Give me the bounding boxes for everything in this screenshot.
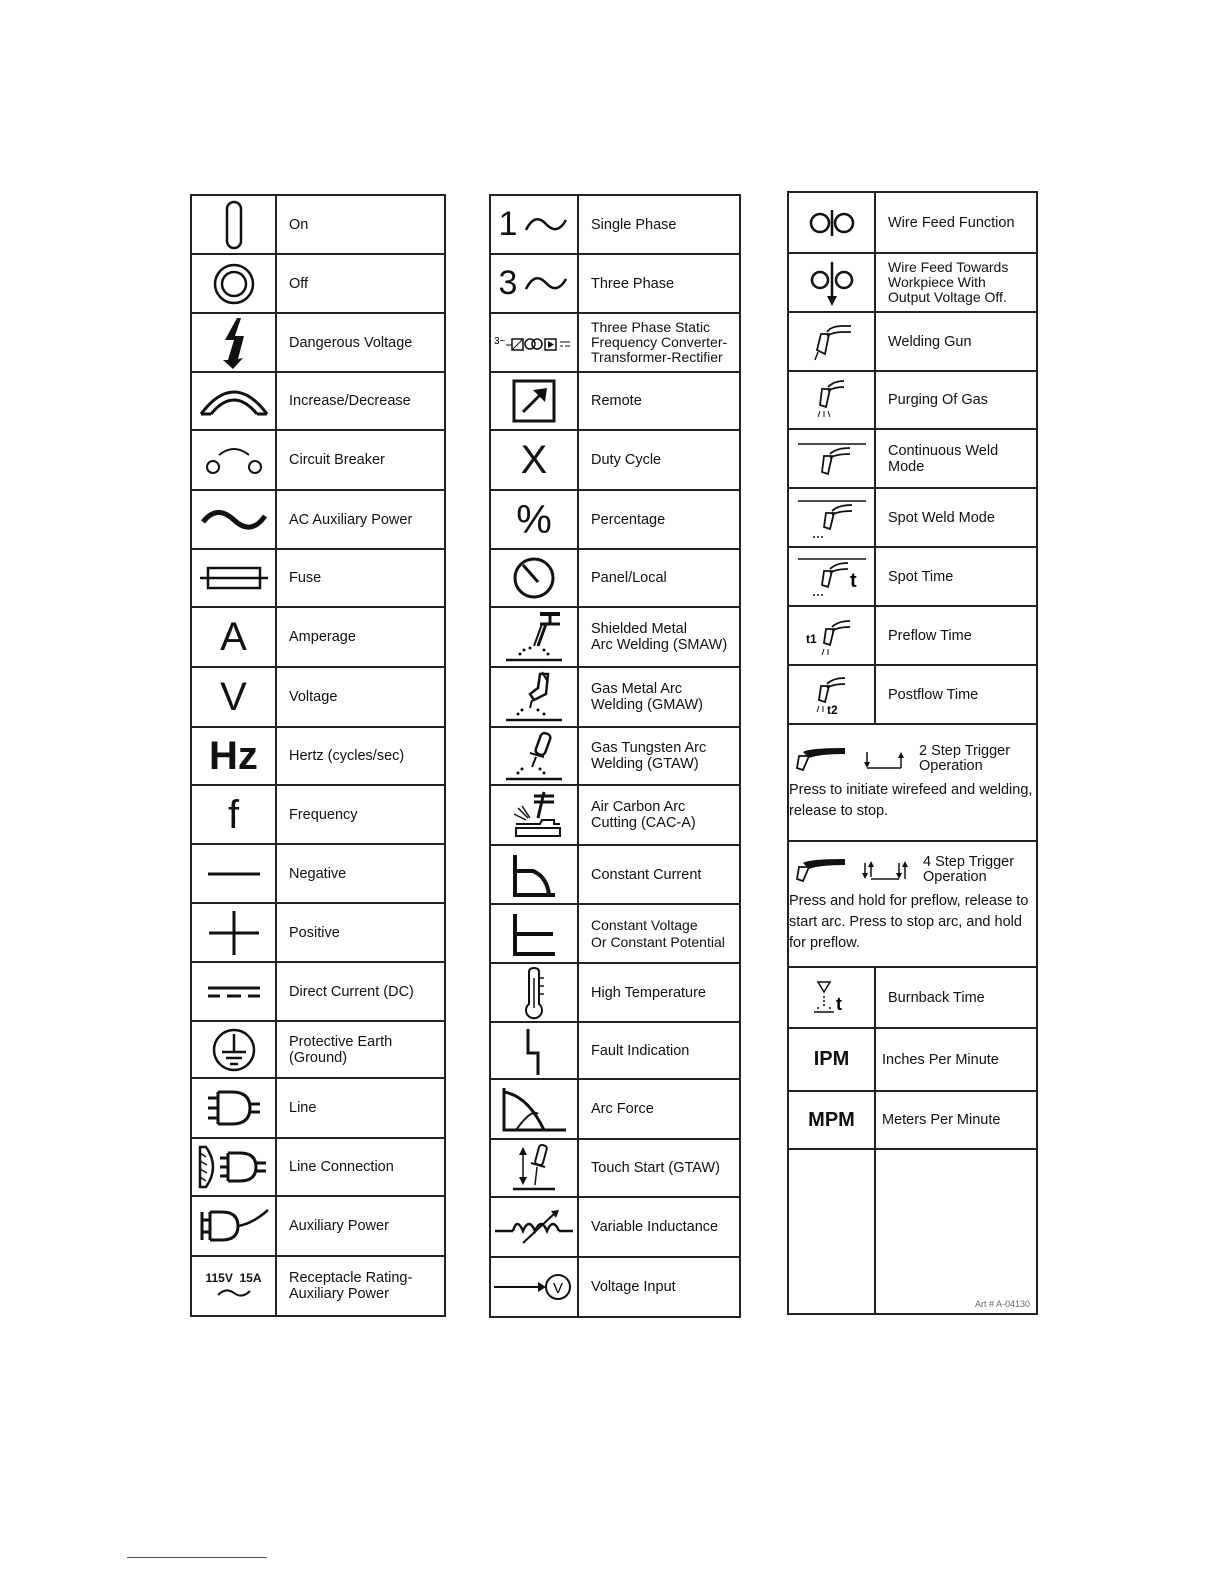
spot-weld-icon (788, 488, 875, 547)
table-row (191, 667, 445, 727)
table-row (490, 254, 740, 313)
wire-feed-towards-icon (788, 253, 875, 312)
wire-feed-function-icon (788, 192, 875, 253)
symbol-label: Three Phase (591, 275, 675, 292)
trigger-4-step-cell (788, 841, 1037, 967)
table-row (490, 904, 740, 963)
table-row (191, 254, 445, 313)
increase-decrease-icon (191, 372, 276, 430)
symbol-label: On (289, 216, 309, 233)
purging-gas-icon (788, 371, 875, 429)
table-row (191, 607, 445, 667)
voltage-symbol: V (220, 675, 247, 719)
symbol-label: Inches Per Minute (882, 1051, 999, 1068)
symbol-label: Fuse (289, 570, 322, 586)
table-row (788, 967, 1037, 1028)
table-row (191, 430, 445, 490)
symbol-label: Spot Weld Mode (888, 509, 995, 526)
panel-local-icon (490, 549, 578, 607)
table-row (191, 903, 445, 962)
air-carbon-arc-icon (490, 785, 578, 845)
symbol-label: Off (289, 275, 309, 292)
percentage-icon (490, 490, 578, 549)
symbol-label: Circuit Breaker (289, 452, 385, 468)
table-row (191, 727, 445, 785)
frequency-converter-icon (490, 313, 578, 372)
symbol-label: Gas Tungsten Arc Welding (GTAW) (591, 740, 707, 772)
auxiliary-power-icon (191, 1196, 276, 1256)
trigger-arrows-icon (859, 857, 913, 883)
symbol-label: Line Connection (289, 1159, 394, 1175)
constant-voltage-icon (490, 904, 578, 963)
mpm-symbol: MPM (808, 1108, 855, 1131)
table-row (788, 312, 1037, 371)
table-row (191, 372, 445, 430)
receptacle-rating-icon (191, 1256, 276, 1316)
table-row (490, 785, 740, 845)
symbol-label: Receptacle Rating- Auxiliary Power (289, 1270, 413, 1302)
dangerous-voltage-icon (191, 313, 276, 372)
trigger-2-step-title: 2 Step Trigger Operation (919, 742, 1011, 774)
symbol-label: Positive (289, 924, 340, 941)
symbol-label: Protective Earth (Ground) (289, 1033, 393, 1066)
voltage-input-icon (490, 1257, 578, 1317)
symbol-label: Preflow Time (888, 627, 972, 644)
table-row (788, 371, 1037, 429)
direct-current-icon (191, 962, 276, 1021)
symbol-label: Gas Metal Arc Welding (GMAW) (591, 681, 703, 713)
table-row (788, 1149, 1037, 1314)
amperage-icon (191, 607, 276, 667)
table-row (788, 724, 1037, 841)
ipm-icon (788, 1028, 875, 1091)
table-row (191, 1196, 445, 1256)
table-row (490, 727, 740, 785)
table-row (490, 1257, 740, 1317)
symbol-label: Dangerous Voltage (289, 334, 413, 351)
touch-start-icon (490, 1139, 578, 1197)
symbol-label: Variable Inductance (591, 1219, 719, 1235)
table-row (490, 372, 740, 430)
trigger-2-step-header (789, 744, 1036, 774)
symbol-label: Constant Voltage Or Constant Potential (591, 916, 725, 950)
table-row (191, 195, 445, 254)
continuous-weld-icon (788, 429, 875, 488)
constant-current-icon (490, 845, 578, 904)
spot-time-icon (788, 547, 875, 606)
symbol-label: Voltage (289, 689, 338, 705)
postflow-time-symbol: t2 (826, 702, 838, 717)
welding-gun-icon (789, 746, 849, 772)
symbol-label: Welding Gun (888, 333, 972, 350)
symbol-label: Remote (591, 393, 642, 409)
table-row (490, 313, 740, 372)
table-row (490, 195, 740, 254)
symbol-label: Duty Cycle (591, 452, 662, 468)
trigger-arrows-icon (859, 746, 909, 772)
symbol-label: Purging Of Gas (888, 392, 988, 408)
symbol-label: Constant Current (591, 866, 702, 883)
converter-symbol-text: 3~ (494, 335, 506, 347)
negative-icon (191, 844, 276, 903)
high-temperature-icon (490, 963, 578, 1022)
symbol-table-right (787, 191, 1038, 1315)
symbol-label: Direct Current (DC) (289, 983, 414, 1000)
hertz-icon (191, 727, 276, 785)
symbol-label: Frequency (289, 806, 358, 823)
table-row (788, 841, 1037, 967)
table-row (788, 429, 1037, 488)
symbol-label: Panel/Local (591, 570, 667, 586)
symbol-label: Auxiliary Power (289, 1218, 389, 1234)
amperage-symbol: A (220, 615, 247, 659)
remote-icon (490, 372, 578, 430)
symbol-label: Continuous Weld Mode (888, 442, 999, 475)
symbol-label: Postflow Time (888, 686, 979, 703)
symbol-label: AC Auxiliary Power (289, 511, 413, 528)
burnback-time-icon (788, 967, 875, 1028)
symbol-label: Three Phase Static Frequency Converter- Transformer-Rectifier (591, 319, 728, 365)
voltage-input-symbol: V (553, 1280, 564, 1297)
on-icon (191, 195, 276, 254)
welding-gun-icon (788, 312, 875, 371)
symbol-label: High Temperature (591, 984, 706, 1001)
table-row (191, 549, 445, 607)
single-phase-symbol: 1 (498, 205, 518, 243)
symbol-label: Single Phase (591, 216, 677, 233)
voltage-icon (191, 667, 276, 727)
art-number-cell (875, 1149, 1037, 1314)
table-row (490, 1197, 740, 1257)
table-row (490, 607, 740, 667)
symbol-label: Wire Feed Function (888, 214, 1015, 231)
symbol-label: Wire Feed Towards Workpiece With Output Voltage Off. (888, 259, 1009, 305)
welding-gun-icon (789, 857, 849, 883)
symbol-label: Voltage Input (591, 1279, 676, 1295)
empty-cell (788, 1149, 875, 1314)
positive-icon (191, 903, 276, 962)
mpm-icon (788, 1091, 875, 1149)
symbol-label: Negative (289, 865, 347, 882)
burnback-time-symbol: t (835, 993, 842, 1014)
postflow-time-icon (788, 665, 875, 724)
table-row (788, 253, 1037, 312)
symbol-label: Shielded Metal Arc Welding (SMAW) (591, 621, 728, 653)
symbol-label: Fault Indication (591, 1042, 690, 1059)
symbol-label: Spot Time (888, 568, 954, 585)
ac-auxiliary-power-icon (191, 490, 276, 549)
table-row (788, 1028, 1037, 1091)
table-row (191, 844, 445, 903)
table-row (788, 488, 1037, 547)
spot-time-symbol: t (849, 569, 857, 592)
single-phase-icon (490, 195, 578, 254)
symbol-label: Increase/Decrease (289, 393, 411, 409)
art-number: Art # A-04130 (974, 1299, 1030, 1309)
table-row (191, 785, 445, 844)
table-row (191, 1138, 445, 1196)
table-row (490, 1139, 740, 1197)
circuit-breaker-icon (191, 430, 276, 490)
fault-indication-icon (490, 1022, 578, 1079)
table-row (490, 1022, 740, 1079)
percentage-symbol: % (516, 497, 552, 542)
trigger-4-step-header (789, 855, 1036, 885)
table-row (191, 1078, 445, 1138)
line-connection-icon (191, 1138, 276, 1196)
off-icon (191, 254, 276, 313)
table-row (490, 963, 740, 1022)
table-row (788, 547, 1037, 606)
symbol-table-left (190, 194, 446, 1317)
table-row (191, 1021, 445, 1078)
frequency-icon (191, 785, 276, 844)
trigger-2-step-cell (788, 724, 1037, 841)
symbol-label: Line (289, 1100, 317, 1116)
symbol-table-middle (489, 194, 741, 1318)
table-row (490, 845, 740, 904)
frequency-symbol: f (227, 792, 240, 837)
symbol-label: Amperage (289, 629, 356, 645)
arc-force-icon (490, 1079, 578, 1139)
trigger-2-step-desc: Press to initiate wirefeed and welding, release to stop. (789, 781, 1033, 819)
preflow-time-symbol: t1 (805, 631, 817, 646)
table-row (490, 1079, 740, 1139)
symbol-label: Air Carbon Arc Cutting (CAC-A) (591, 799, 696, 831)
symbol-label: Burnback Time (888, 989, 985, 1006)
table-row (191, 1256, 445, 1316)
table-row (191, 313, 445, 372)
table-row (490, 430, 740, 490)
symbol-label: Meters Per Minute (882, 1112, 1001, 1128)
symbol-label: Percentage (591, 511, 666, 528)
duty-cycle-icon (490, 430, 578, 490)
protective-earth-icon (191, 1021, 276, 1078)
variable-inductance-icon (490, 1197, 578, 1257)
table-row (490, 490, 740, 549)
footer-link-underline (127, 1557, 267, 1558)
three-phase-icon (490, 254, 578, 313)
smaw-icon (490, 607, 578, 667)
receptacle-rating-symbol: 115V 15A (205, 1271, 262, 1285)
line-icon (191, 1078, 276, 1138)
table-row (490, 549, 740, 607)
table-row (490, 667, 740, 727)
table-row (788, 665, 1037, 724)
three-phase-symbol: 3 (498, 264, 518, 302)
symbol-label: Hertz (cycles/sec) (289, 748, 405, 764)
symbol-label: Arc Force (591, 1101, 654, 1117)
symbol-label: Touch Start (GTAW) (591, 1160, 720, 1176)
table-row (788, 1091, 1037, 1149)
duty-cycle-symbol: X (520, 438, 548, 482)
hertz-symbol: Hz (209, 734, 258, 778)
trigger-4-step-desc: Press and hold for preflow, release to start arc. Press to stop arc, and hold for preflow. (789, 892, 1029, 951)
ipm-symbol: IPM (813, 1048, 850, 1070)
fuse-icon (191, 549, 276, 607)
gmaw-icon (490, 667, 578, 727)
table-row (191, 962, 445, 1021)
trigger-4-step-title: 4 Step Trigger Operation (923, 853, 1015, 885)
table-row (788, 192, 1037, 253)
gtaw-icon (490, 727, 578, 785)
preflow-time-icon (788, 606, 875, 665)
table-row (788, 606, 1037, 665)
table-row (191, 490, 445, 549)
